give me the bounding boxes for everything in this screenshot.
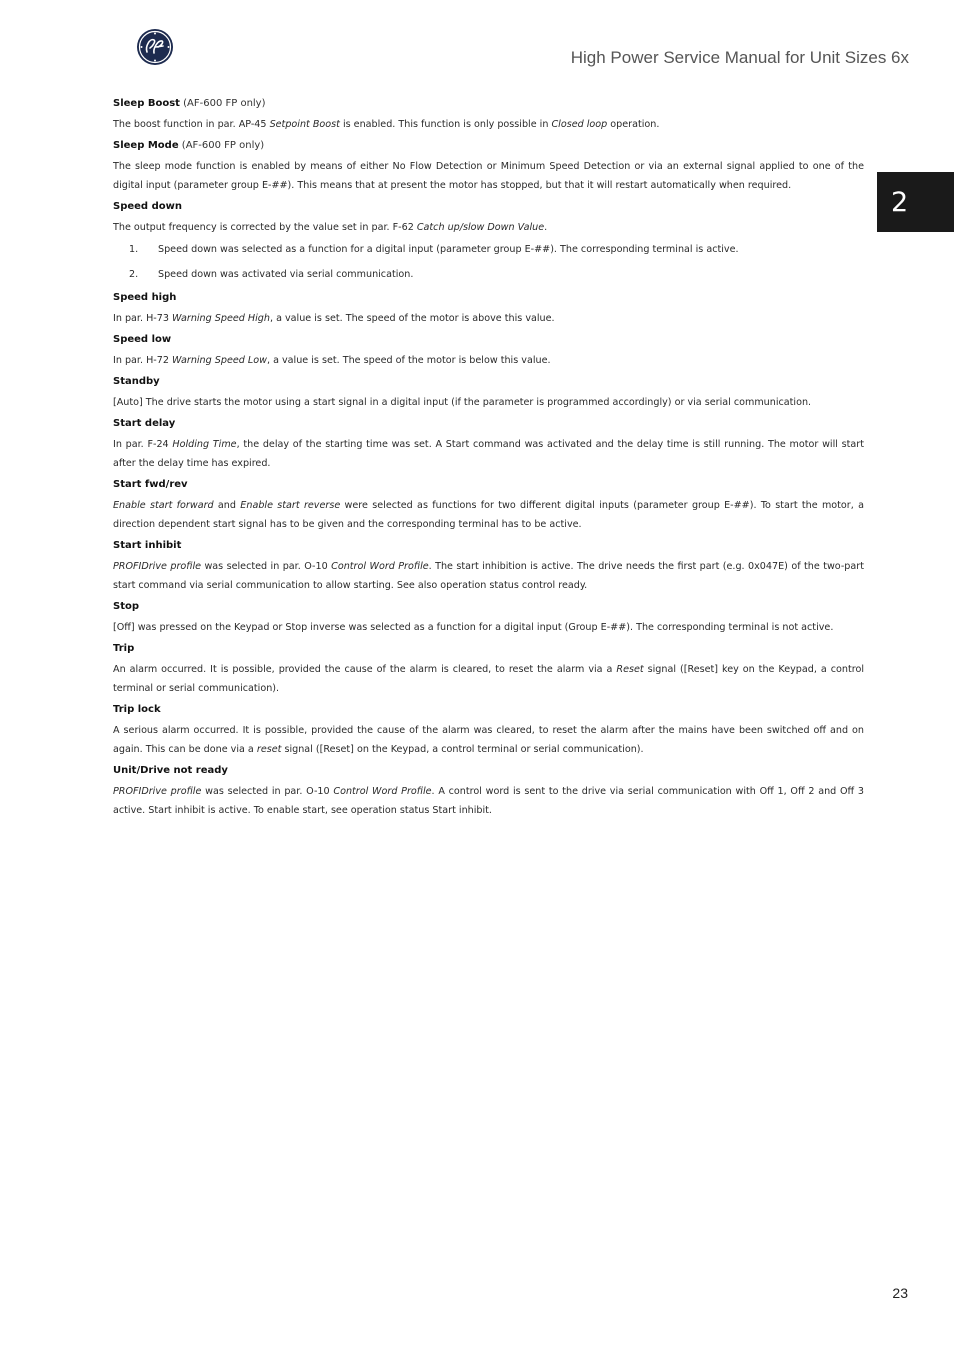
term-sleep-boost	[113, 96, 864, 112]
text: signal ([Reset] on the Keypad, a control terminal or serial communication).	[281, 744, 644, 755]
text: .	[544, 222, 548, 233]
text: A serious alarm occurred. It is possible, provided the cause of the alarm was cleared, to reset the alarm after the mains have been switched off and on again. This can be done via a	[113, 725, 864, 755]
text: is enabled. This function is only possible in	[339, 119, 552, 130]
description	[113, 115, 864, 134]
signal-name: reset	[256, 744, 282, 755]
function-name: Enable start forward	[113, 500, 214, 511]
list-item	[113, 240, 864, 259]
term-qualifier: (AF-600 FP only)	[178, 140, 265, 151]
text: In par. H-72	[113, 355, 173, 366]
text: . A control word is sent to the drive via serial communication with Off 1, Off 2 and Off 3 active. Start inhibit is active. To enable start, see operation status Start inhibit.	[113, 786, 865, 816]
term-title: Sleep Boost	[113, 98, 180, 109]
text: In par. F-24	[113, 439, 173, 450]
term-qualifier: (AF-600 FP only)	[179, 98, 266, 109]
description: [Off] was pressed on the Keypad or Stop inverse was selected as a function for a digital input (Group E-##). The corresponding terminal is not active.	[113, 622, 834, 633]
document-body	[113, 92, 864, 822]
text: signal ([Reset] key on the Keypad, a control terminal or serial communication).	[113, 664, 864, 694]
term-standby: Standby	[113, 376, 160, 387]
list-number: 1.	[129, 244, 139, 255]
mode-name: Closed loop	[551, 119, 608, 130]
term-trip: Trip	[113, 643, 135, 654]
term-start-delay: Start delay	[113, 418, 176, 429]
param-name: Control Word Profile	[331, 561, 429, 572]
ge-monogram-icon	[136, 28, 174, 66]
text: , a value is set. The speed of the motor is below this value.	[266, 355, 551, 366]
text: were selected as functions for two different digital inputs (parameter group E-##). To start the motor, a direction dependent start signal has to be given and the corresponding terminal has to be active.	[113, 500, 864, 530]
list-text: Speed down was activated via serial communication.	[158, 269, 414, 280]
list-text: Speed down was selected as a function for a digital input (parameter group E-##). The corresponding terminal is active.	[158, 244, 739, 255]
text: An alarm occurred. It is possible, provided the cause of the alarm is cleared, to reset the alarm via a	[113, 664, 617, 675]
signal-name: Reset	[616, 664, 644, 675]
term-speed-down: Speed down	[113, 201, 182, 212]
description	[113, 660, 864, 698]
description: The sleep mode function is enabled by means of either No Flow Detection or Minimum Speed Detection or via an external signal applied to one of the digital input (parameter group E-##). This means that at present the motor has stopped, but that it will restart automatically when required.	[113, 161, 864, 191]
param-name: Warning Speed High	[172, 313, 270, 324]
description	[113, 721, 864, 759]
description	[113, 351, 864, 370]
term-trip-lock: Trip lock	[113, 704, 161, 715]
list-item	[113, 265, 864, 284]
text: was selected in par. O-10	[201, 561, 332, 572]
description	[113, 782, 864, 820]
param-name: Catch up/slow Down Value	[416, 222, 545, 233]
text: . The start inhibition is active. The drive needs the first part (e.g. 0x047E) of the two-part start command via serial communication to allow starting. See also operation status control ready.	[113, 561, 864, 591]
text: In par. H-73	[113, 313, 173, 324]
term-title: Sleep Mode	[113, 140, 179, 151]
profile-name: PROFIDrive profile	[113, 786, 202, 797]
page-number: 23	[892, 1285, 908, 1301]
profile-name: PROFIDrive profile	[113, 561, 202, 572]
term-sleep-mode	[113, 138, 864, 154]
description	[113, 435, 864, 473]
param-name: Control Word Profile	[333, 786, 432, 797]
chapter-tab: 2	[877, 172, 954, 232]
text: The output frequency is corrected by the value set in par. F-62	[113, 222, 417, 233]
term-unit-drive-not-ready: Unit/Drive not ready	[113, 765, 228, 776]
text: operation.	[607, 119, 660, 130]
numbered-list	[113, 240, 864, 284]
term-stop: Stop	[113, 601, 140, 612]
description	[113, 557, 864, 595]
term-start-inhibit: Start inhibit	[113, 540, 182, 551]
description	[113, 496, 864, 534]
text: The boost function in par. AP-45	[113, 119, 270, 130]
param-name: Setpoint Boost	[269, 119, 340, 130]
text: and	[213, 500, 241, 511]
param-name: Warning Speed Low	[172, 355, 267, 366]
text: was selected in par. O-10	[201, 786, 334, 797]
param-name: Holding Time	[172, 439, 237, 450]
term-start-fwd-rev: Start fwd/rev	[113, 479, 188, 490]
description: [Auto] The drive starts the motor using a start signal in a digital input (if the parameter is programmed accordingly) or via serial communication.	[113, 397, 812, 408]
description	[113, 309, 864, 328]
description	[113, 218, 864, 237]
term-speed-low: Speed low	[113, 334, 172, 345]
term-speed-high: Speed high	[113, 292, 177, 303]
manual-title: High Power Service Manual for Unit Sizes 6x	[570, 48, 909, 67]
text: , a value is set. The speed of the motor is above this value.	[269, 313, 555, 324]
function-name: Enable start reverse	[240, 500, 341, 511]
text: , the delay of the starting time was set. A Start command was activated and the delay time is still running. The motor will start after the delay time has expired.	[113, 439, 864, 469]
list-number: 2.	[129, 269, 139, 280]
